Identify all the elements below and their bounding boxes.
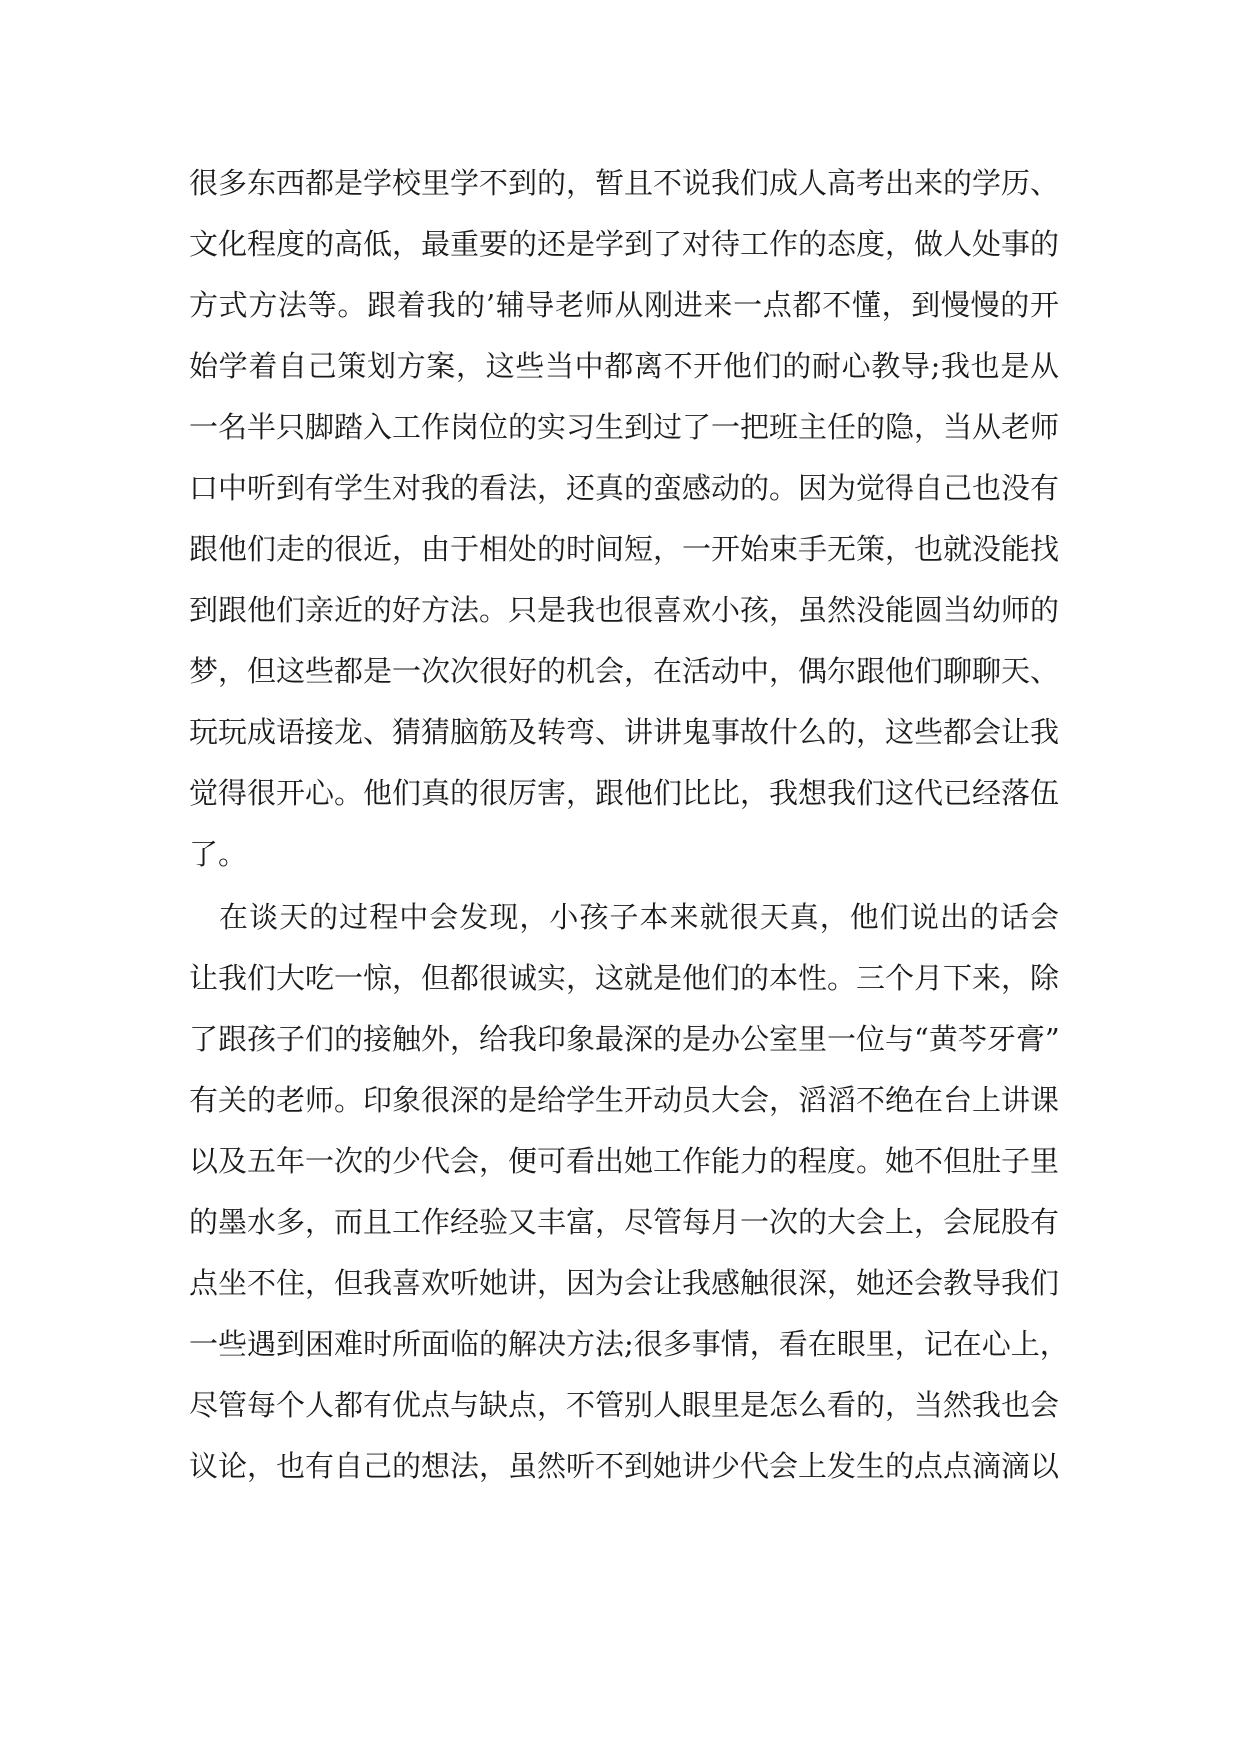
text-line: 跟他们走的很近，由于相处的时间短，一开始束手无策，也就没能找	[189, 532, 1060, 566]
text-line: 尽管每个人都有优点与缺点，不管别人眼里是怎么看的，当然我也会	[189, 1388, 1060, 1422]
text-line: 的墨水多，而且工作经验又丰富，尽管每月一次的大会上，会屁股有	[189, 1205, 1060, 1239]
text-line: 口中听到有学生对我的看法，还真的蛮感动的。因为觉得自己也没有	[189, 471, 1060, 505]
text-line: 议论，也有自己的想法，虽然听不到她讲少代会上发生的点点滴滴以	[189, 1449, 1060, 1483]
paragraph-1	[189, 153, 1059, 885]
text-line: 了。	[189, 837, 248, 871]
text-line: 了跟孩子们的接触外，给我印象最深的是办公室里一位与“黄芩牙膏”	[189, 1022, 1060, 1056]
text-line: 到跟他们亲近的好方法。只是我也很喜欢小孩，虽然没能圆当幼师的	[189, 593, 1060, 627]
text-line: 玩玩成语接龙、猜猜脑筋及转弯、讲讲鬼事故什么的，这些都会让我	[189, 715, 1060, 749]
text-line: 觉得很开心。他们真的很厉害，跟他们比比，我想我们这代已经落伍	[189, 776, 1060, 810]
text-line: 一些遇到困难时所面临的解决方法;很多事情，看在眼里，记在心上，	[189, 1327, 1069, 1361]
text-line: 很多东西都是学校里学不到的，暂且不说我们成人高考出来的学历、	[189, 166, 1060, 200]
text-line: 一名半只脚踏入工作岗位的实习生到过了一把班主任的隐，当从老师	[189, 410, 1060, 444]
text-line: 以及五年一次的少代会，便可看出她工作能力的程度。她不但肚子里	[189, 1144, 1060, 1178]
text-line: 方式方法等。跟着我的’辅导老师从刚进来一点都不懂，到慢慢的开	[189, 288, 1059, 322]
text-line: 梦，但这些都是一次次很好的机会，在活动中，偶尔跟他们聊聊天、	[189, 654, 1060, 688]
text-line: 让我们大吃一惊，但都很诚实，这就是他们的本性。三个月下来，除	[189, 961, 1060, 995]
text-line: 文化程度的高低，最重要的还是学到了对待工作的态度，做人处事的	[189, 227, 1060, 261]
text-line: 在谈天的过程中会发现，小孩子本来就很天真，他们说出的话会	[189, 900, 1059, 934]
text-line: 有关的老师。印象很深的是给学生开动员大会，滔滔不绝在台上讲课	[189, 1083, 1060, 1117]
document-body	[189, 153, 1069, 1497]
text-line: 始学着自己策划方案，这些当中都离不开他们的耐心教导;我也是从	[189, 349, 1059, 383]
paragraph-2	[189, 887, 1069, 1497]
text-line: 点坐不住，但我喜欢听她讲，因为会让我感触很深，她还会教导我们	[189, 1266, 1060, 1300]
